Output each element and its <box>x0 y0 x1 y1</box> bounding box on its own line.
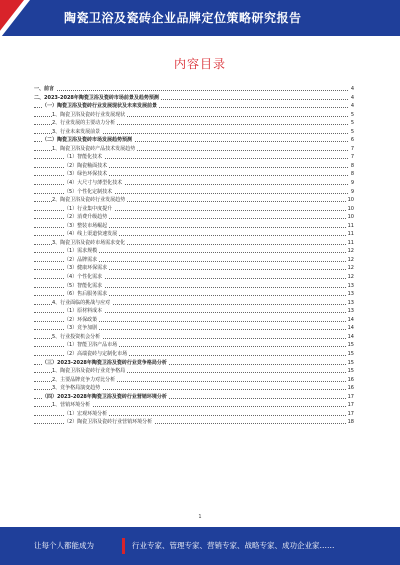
toc-entry-page: 13 <box>347 291 354 298</box>
toc-entry-page: 10 <box>347 197 354 204</box>
toc-entry-page: 5 <box>350 120 354 127</box>
toc-entry[interactable] <box>34 401 354 410</box>
toc-entry-label: 3、陶瓷卫浴及瓷砖市场需求变化 <box>52 239 126 246</box>
toc-entry[interactable] <box>34 213 354 222</box>
toc-entry-label: 3、竞争格局演变趋势 <box>52 385 101 392</box>
toc-entry-label: （1）行业集中度提升 <box>64 205 113 212</box>
toc-entry-page: 11 <box>347 222 354 229</box>
table-of-contents <box>34 85 354 427</box>
toc-entry-label: （一）陶瓷卫浴及瓷砖行业发展现状及未来发展前景 <box>42 103 158 110</box>
toc-entry[interactable] <box>34 179 354 188</box>
toc-entry-page: 4 <box>350 103 354 110</box>
toc-entry[interactable] <box>34 410 354 419</box>
toc-heading: 内容目录 <box>173 57 226 71</box>
toc-entry-page: 12 <box>347 274 354 281</box>
toc-entry-page: 12 <box>347 265 354 272</box>
toc-entry[interactable] <box>34 324 354 333</box>
toc-entry-page: 15 <box>347 350 354 357</box>
toc-entry[interactable] <box>34 145 354 154</box>
toc-entry[interactable] <box>34 196 354 205</box>
toc-entry-label: （2）高端瓷砖与定制化市场 <box>64 350 128 357</box>
toc-entry-page: 17 <box>347 402 354 409</box>
toc-entry[interactable] <box>34 290 354 299</box>
toc-entry-label: （二）陶瓷卫浴及瓷砖市场发展趋势预测 <box>42 137 133 144</box>
toc-entry[interactable] <box>34 239 354 248</box>
toc-entry-label: （1）原材料成本 <box>64 308 103 315</box>
toc-entry[interactable] <box>34 299 354 308</box>
toc-entry-label: （2）消费升级趋势 <box>64 214 108 221</box>
toc-entry-label: （3）整装市场崛起 <box>64 222 108 229</box>
toc-entry-label: （5）个性化定制技术 <box>64 188 113 195</box>
toc-entry-label: 5、行业投资机会分析 <box>52 333 101 340</box>
toc-entry[interactable] <box>34 205 354 214</box>
toc-entry-label: 2、行业发展的主要动力分析 <box>52 120 116 127</box>
toc-entry-page: 9 <box>350 188 354 195</box>
page-header <box>0 0 400 36</box>
toc-entry-label: （3）健康环保需求 <box>64 265 108 272</box>
toc-entry[interactable] <box>34 162 354 171</box>
toc-entry-label: （2）陶瓷卫浴及瓷砖行业营销环境分析 <box>64 419 153 426</box>
toc-entry-page: 14 <box>347 333 354 340</box>
toc-entry[interactable] <box>34 264 354 273</box>
toc-entry-page: 13 <box>347 308 354 315</box>
toc-entry-label: 1、陶瓷卫浴及瓷砖产品技术发展趋势 <box>52 145 136 152</box>
toc-entry-page: 15 <box>347 359 354 366</box>
toc-entry[interactable] <box>34 119 354 128</box>
toc-entry-page: 18 <box>347 419 354 426</box>
toc-entry-label: （三）2023-2028年陶瓷卫浴及瓷砖行业竞争格局分析 <box>42 359 167 366</box>
page-footer <box>0 527 400 565</box>
toc-entry-page: 4 <box>350 94 354 101</box>
toc-entry[interactable] <box>34 111 354 120</box>
toc-entry-page: 8 <box>350 162 354 169</box>
toc-entry[interactable] <box>34 341 354 350</box>
toc-entry-label: （4）大尺寸与薄型化技术 <box>64 180 123 187</box>
toc-entry[interactable] <box>34 136 354 145</box>
toc-entry-label: （6）售后服务需求 <box>64 291 108 298</box>
toc-entry-label: （3）绿色环保技术 <box>64 171 108 178</box>
toc-entry[interactable] <box>34 384 354 393</box>
toc-entry[interactable] <box>34 307 354 316</box>
toc-entry[interactable] <box>34 367 354 376</box>
toc-entry-page: 7 <box>350 154 354 161</box>
toc-entry-label: 1、营销环境分析 <box>52 402 91 409</box>
toc-entry[interactable] <box>34 222 354 231</box>
toc-entry-label: （2）品牌需求 <box>64 256 98 263</box>
toc-entry-label: 3、行业未来发展前景 <box>52 128 101 135</box>
toc-entry[interactable] <box>34 359 354 368</box>
toc-entry-label: （4）线上渠道快速发展 <box>64 231 118 238</box>
toc-entry-label: 一、前言 <box>34 86 55 92</box>
toc-entry[interactable] <box>34 85 354 94</box>
toc-entry[interactable] <box>34 188 354 197</box>
toc-entry-label: 1、陶瓷卫浴及瓷砖行业竞争格局 <box>52 368 126 375</box>
toc-entry[interactable] <box>34 282 354 291</box>
toc-entry-label: （3）竞争加剧 <box>64 325 98 332</box>
toc-entry[interactable] <box>34 393 354 402</box>
toc-entry-label: （2）环保政策 <box>64 316 98 323</box>
toc-entry-label: （5）智能化需求 <box>64 282 103 289</box>
toc-entry-page: 16 <box>347 385 354 392</box>
toc-entry-page: 11 <box>347 231 354 238</box>
toc-entry[interactable] <box>34 128 354 137</box>
toc-entry-page: 10 <box>347 205 354 212</box>
toc-entry-label: 2、陶瓷卫浴及瓷砖行业发展趋势 <box>52 197 126 204</box>
toc-entry-label: （1）宏观环境分析 <box>64 410 108 417</box>
toc-entry-label: 2、主要品牌竞争力对比分析 <box>52 376 116 383</box>
toc-entry-page: 11 <box>347 239 354 246</box>
toc-entry-page: 12 <box>347 248 354 255</box>
toc-entry-page: 14 <box>347 325 354 332</box>
toc-entry-page: 9 <box>350 180 354 187</box>
toc-entry-page: 14 <box>347 316 354 323</box>
toc-entry-page: 12 <box>347 256 354 263</box>
toc-entry-label: （四）2023-2028年陶瓷卫浴及瓷砖行业营销环境分析 <box>42 393 167 400</box>
toc-entry[interactable] <box>34 350 354 359</box>
toc-entry-label: 二、2023-2028年陶瓷卫浴及瓷砖市场前景及趋势预测 <box>34 94 159 101</box>
toc-entry[interactable] <box>34 170 354 179</box>
toc-entry-label: （1）需求规模 <box>64 248 98 255</box>
toc-entry[interactable] <box>34 333 354 342</box>
toc-entry[interactable] <box>34 418 354 427</box>
toc-entry[interactable] <box>34 94 354 103</box>
toc-entry-label: 1、陶瓷卫浴及瓷砖行业发展现状 <box>52 111 126 118</box>
toc-entry[interactable] <box>34 102 354 111</box>
toc-entry-page: 13 <box>347 282 354 289</box>
footer-slogan-right: 行业专家、管理专家、营销专家、战略专家、成功企业家…… <box>132 541 335 550</box>
page-number: 1 <box>198 514 202 520</box>
toc-entry-label: 4、行业面临的挑战与应对 <box>52 299 111 306</box>
toc-entry-page: 16 <box>347 376 354 383</box>
toc-leader-dots <box>34 90 354 91</box>
toc-entry-label: （1）智能卫浴产品市场 <box>64 342 118 349</box>
toc-entry[interactable] <box>34 230 354 239</box>
toc-entry-page: 17 <box>347 410 354 417</box>
footer-slogan-left: 让每个人都能成为 <box>34 541 94 550</box>
toc-entry-page: 13 <box>347 299 354 306</box>
report-title: 陶瓷卫浴及瓷砖企业品牌定位策略研究报告 <box>64 11 302 25</box>
toc-entry-page: 15 <box>347 368 354 375</box>
toc-entry[interactable] <box>34 376 354 385</box>
toc-entry-page: 4 <box>350 86 354 92</box>
toc-entry-page: 17 <box>347 393 354 400</box>
toc-entry-page: 7 <box>350 145 354 152</box>
toc-entry-page: 5 <box>350 111 354 118</box>
footer-divider <box>122 538 125 554</box>
toc-entry-page: 5 <box>350 128 354 135</box>
toc-entry-label: （4）个性化需求 <box>64 274 103 281</box>
toc-entry[interactable] <box>34 247 354 256</box>
toc-entry-page: 10 <box>347 214 354 221</box>
toc-entry[interactable] <box>34 153 354 162</box>
toc-entry[interactable] <box>34 256 354 265</box>
toc-entry-label: （1）智能化技术 <box>64 154 103 161</box>
toc-entry-page: 6 <box>350 137 354 144</box>
toc-entry-label: （2）陶瓷釉面技术 <box>64 162 108 169</box>
toc-entry[interactable] <box>34 316 354 325</box>
toc-entry-page: 15 <box>347 342 354 349</box>
toc-entry[interactable] <box>34 273 354 282</box>
toc-entry-page: 8 <box>350 171 354 178</box>
